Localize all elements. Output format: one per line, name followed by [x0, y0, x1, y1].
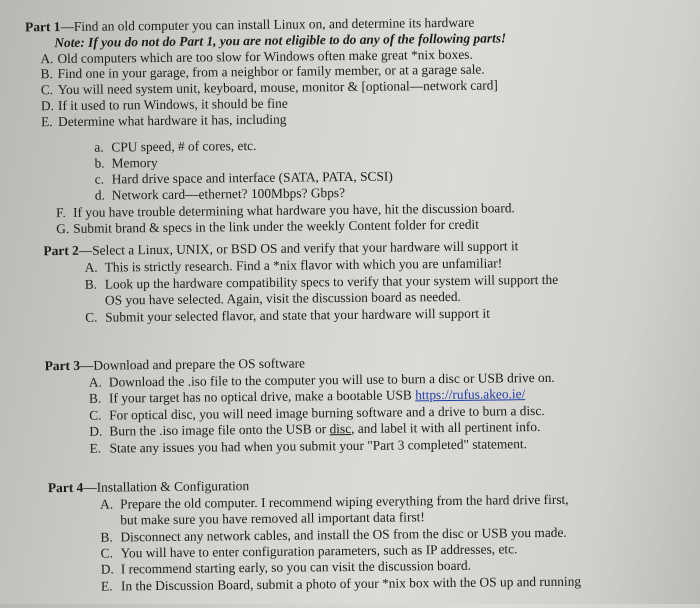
list-item: B. Disconnect any network cables, and install the OS from the disc or USB you made.	[100, 524, 567, 545]
part2-title: —Select a Linux, UNIX, or BSD OS and verify that your hardware will support it	[78, 238, 519, 258]
list-item: F. If you have trouble determining what hardware you have, hit the discussion board.	[55, 200, 515, 221]
part4-title: —Installation & Configuration	[83, 478, 250, 495]
list-item: B. Find one in your garage, from a neighbor or family member, or at a garage sale.	[40, 61, 485, 82]
list-item: C. Submit your selected flavor, and state that your hardware will support it	[85, 305, 490, 325]
list-item: C. For optical disc, you will need image burning software and a drive to burn a disc.	[89, 402, 545, 423]
part4-label: Part 4	[47, 479, 84, 496]
list-item: D. If it used to run Windows, it should be fine	[40, 95, 288, 114]
part3-title: —Download and prepare the OS software	[79, 355, 306, 373]
list-item: A. Old computers which are too slow for Windows often make great *nix boxes.	[40, 46, 473, 67]
sub-list-item: c. Hard drive space and interface (SATA, PATA, SCSI)	[94, 168, 393, 187]
sub-list-item: a. CPU speed, # of cores, etc.	[94, 137, 257, 155]
list-item: C. You will have to enter configuration parameters, such as IP addresses, etc.	[100, 541, 518, 561]
list-item: B. Look up the hardware compatibility specs to verify that your system will support the	[84, 271, 559, 292]
list-item: A. This is strictly research. Find a *nix flavor with which you are unfamiliar!	[84, 255, 503, 275]
part3-label: Part 3	[44, 357, 81, 374]
list-item: A. Prepare the old computer. I recommend wiping everything from the hard drive first,	[100, 491, 569, 512]
list-item: D. Burn the .iso image file onto the USB or disc, and label it with all pertinent info.	[89, 419, 541, 439]
list-item: B. If your target has no optical drive, make a bootable USB https://rufus.akeo.ie/	[88, 386, 526, 406]
list-item: C. You will need system unit, keyboard, mouse, monitor & [optional—network card]	[40, 77, 498, 98]
list-item: G. Submit brand & specs in the link under the weekly Content folder for credit	[56, 216, 480, 237]
rufus-link[interactable]: https://rufus.akeo.ie/	[415, 386, 526, 403]
part4-heading-line	[48, 478, 249, 495]
part1-title: —Find an old computer you can install Linux on, and determine its hardware	[60, 14, 475, 35]
part2-label: Part 2	[43, 242, 79, 259]
sub-list-item: b. Memory	[94, 155, 158, 171]
list-item: E. State any issues you had when you submit your "Part 3 completed" statement.	[89, 436, 528, 456]
list-item: D. I recommend starting early, so you can visit the discussion board.	[100, 557, 472, 577]
part1-note-text: Note: If you do not do Part 1, you are not eligible to do any of the following parts!	[54, 30, 507, 51]
list-item: OS you have selected. Again, visit the discussion board as needed.	[104, 288, 461, 308]
list-item: but make sure you have removed all important data first!	[120, 509, 425, 528]
part3-heading-line	[45, 355, 305, 373]
list-item: E. Determine what hardware it has, including	[41, 111, 287, 130]
list-item: E. In the Discussion Board, submit a photo of your *nix box with the OS up and running	[100, 573, 582, 594]
part1-label: Part 1	[25, 19, 61, 35]
sub-list-item: d. Network card—ethernet? 100Mbps? Gbps?	[94, 185, 346, 203]
list-item: A. Download the .iso file to the computer you will use to burn a disc or USB drive on.	[88, 369, 555, 390]
